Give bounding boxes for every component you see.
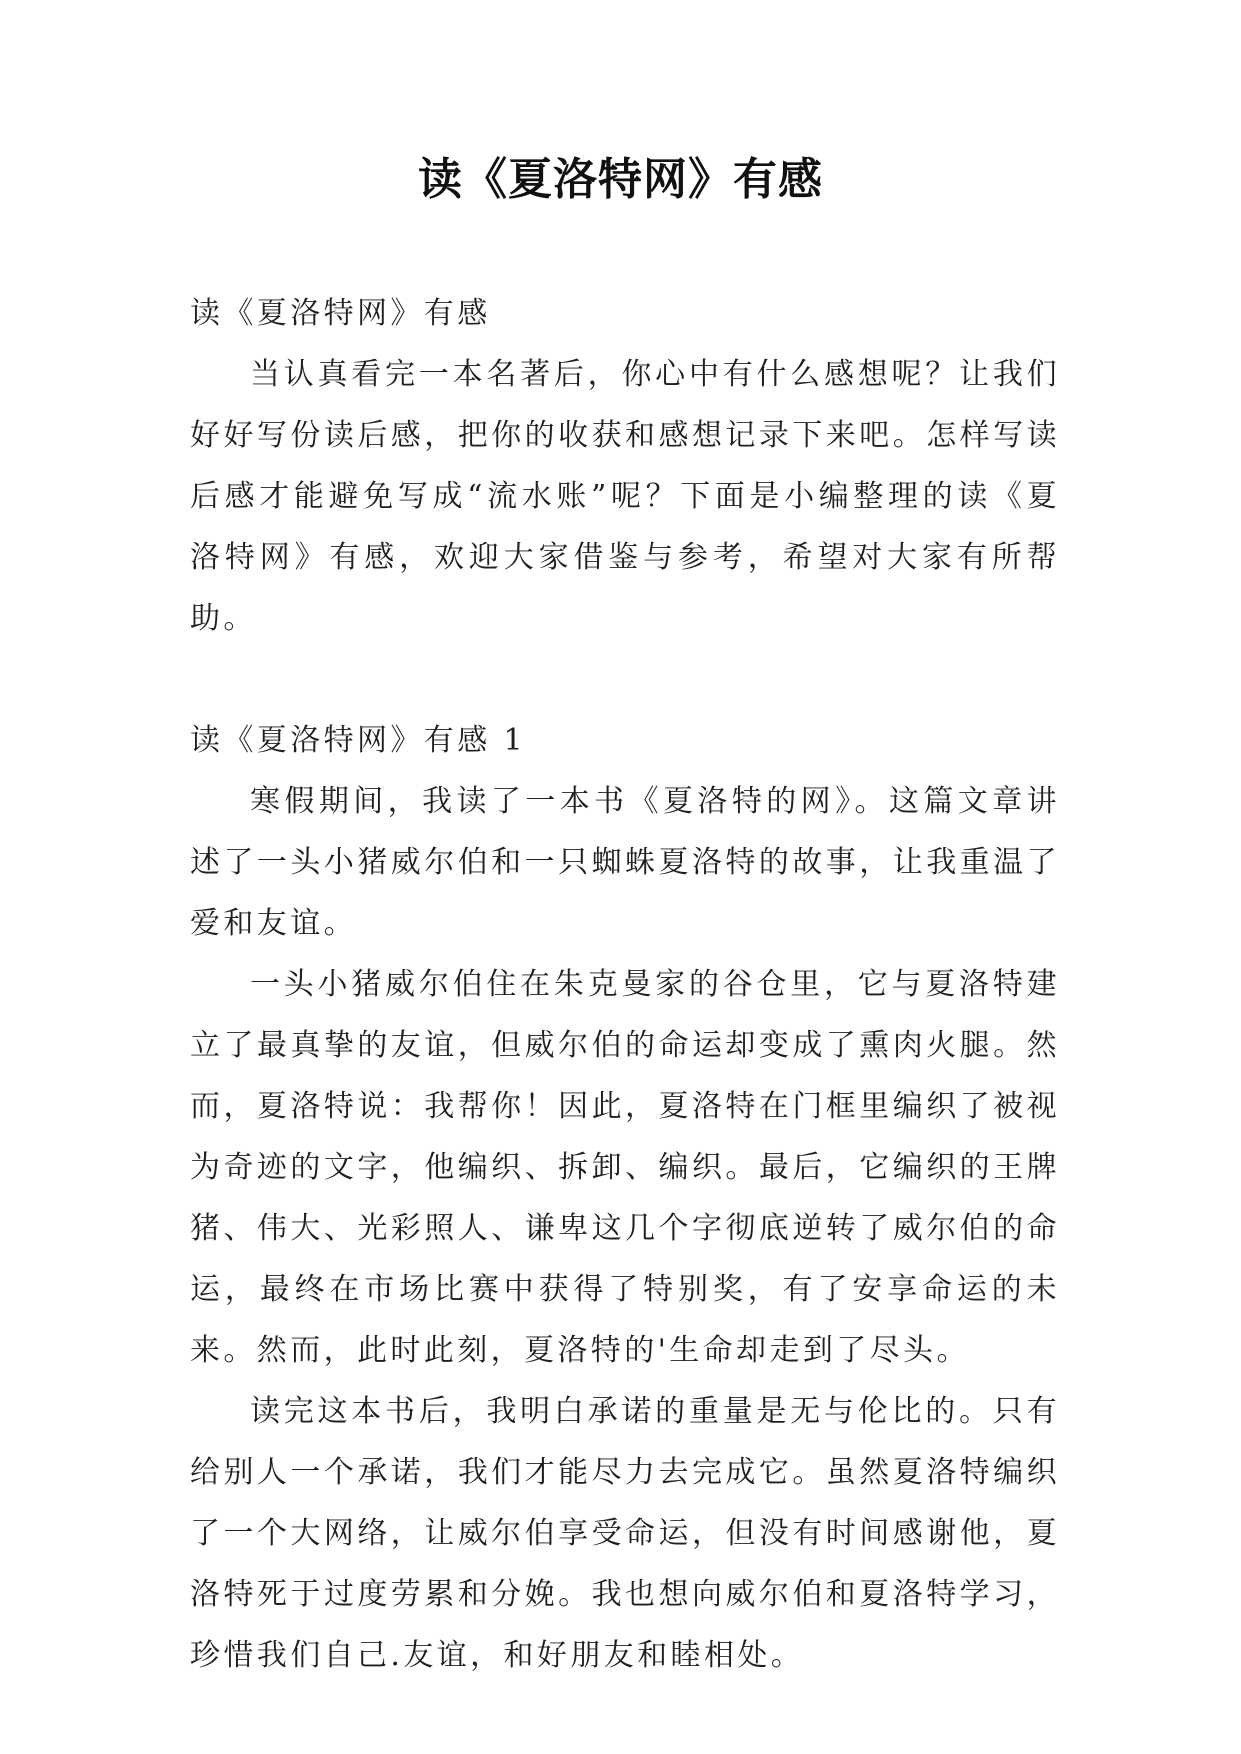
section1-paragraph-2: 一头小猪威尔伯住在朱克曼家的谷仓里，它与夏洛特建立了最真挚的友谊，但威尔伯的命运却变成了熏肉火腿。然而，夏洛特说：我帮你！因此，夏洛特在门框里编织了被视为奇迹的文字，他编织、拆卸、编织。最后，它编织的王牌猪、伟大、光彩照人、谦卑这几个字彻底逆转了威尔伯的命运，最终在市场比赛中获得了特别奖，有了安享命运的未来。然而，此时此刻，夏洛特的'生命却走到了尽头。 <box>190 967 1060 1368</box>
intro-heading: 读《夏洛特网》有感 <box>190 296 491 331</box>
section1-heading: 读《夏洛特网》有感 1 <box>190 723 527 758</box>
section1-paragraph-1: 寒假期间，我读了一本书《夏洛特的网》。这篇文章讲述了一头小猪威尔伯和一只蜘蛛夏洛特的故事，让我重温了爱和友谊。 <box>190 784 1060 941</box>
section-spacer <box>190 649 1060 710</box>
intro-paragraph: 当认真看完一本名著后，你心中有什么感想呢？让我们好好写份读后感，把你的收获和感想记录下来吧。怎样写读后感才能避免写成“流水账”呢？下面是小编整理的读《夏洛特网》有感，欢迎大家借鉴与参考，希望对大家有所帮助。 <box>190 357 1060 636</box>
document-title: 读《夏洛特网》有感 <box>418 154 823 205</box>
section1-paragraph-3: 读完这本书后，我明白承诺的重量是无与伦比的。只有给别人一个承诺，我们才能尽力去完成它。虽然夏洛特编织了一个大网络，让威尔伯享受命运，但没有时间感谢他，夏洛特死于过度劳累和分娩。我也想向威尔伯和夏洛特学习，珍惜我们自己.友谊，和好朋友和睦相处。 <box>190 1394 1060 1673</box>
document-body <box>190 283 1060 1686</box>
